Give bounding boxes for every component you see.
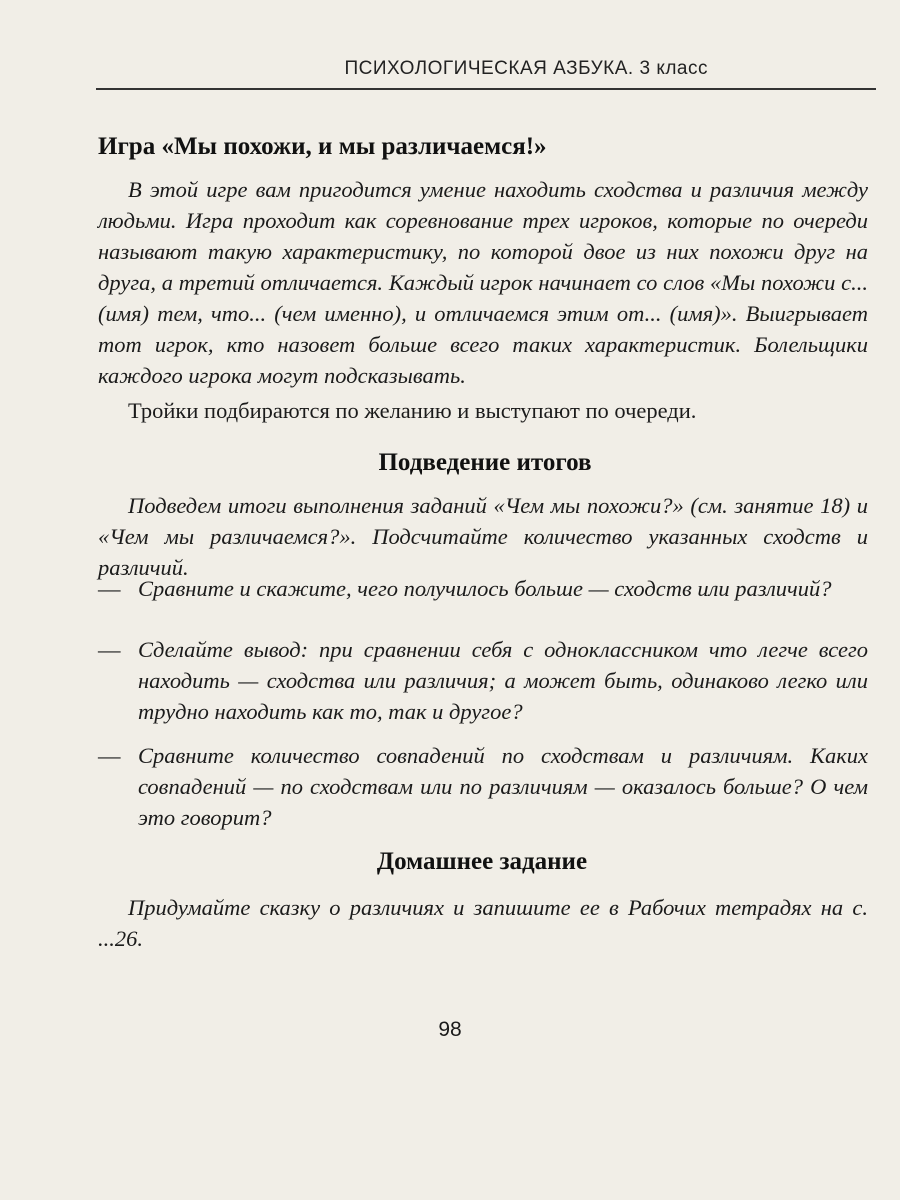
summary-title: Подведение итогов xyxy=(378,449,592,476)
header-rule xyxy=(96,88,876,90)
game-title: Игра «Мы похожи, и мы различаемся!» xyxy=(98,133,547,160)
question-text: Сравните количество совпадений по сходствам и различиям. Каких совпадений — по сходствам или по различиям — оказалось больше? О чем это говорит? xyxy=(138,743,868,830)
summary-question-1 xyxy=(98,573,868,604)
game-description: В этой игре вам пригодится умение находить сходства и различия между людьми. Игра проходит как соревнование трех игроков, которые по очереди называют такую характеристику, по которой двое из них похожи друг на друга, а третий отличается. Каждый игрок начинает со слов «Мы похожи с... (имя) тем, что... (чем именно), и отличаемся этим от... (имя)». Выигрывает тот игрок, кто назовет больше всего таких характеристик. Болельщики каждого игрока могут подсказывать. xyxy=(98,177,868,388)
homework-text: Придумайте сказку о различиях и запишите ее в Рабочих тетрадях на с. ...26. xyxy=(98,895,868,951)
dash-marker: — xyxy=(98,637,121,662)
header-title: ПСИХОЛОГИЧЕСКАЯ АЗБУКА. 3 класс xyxy=(344,58,708,79)
question-text: Сравните и скажите, чего получилось больше — сходств или различий? xyxy=(138,576,832,601)
running-header xyxy=(96,54,876,90)
homework-title: Домашнее задание xyxy=(376,848,588,875)
page-number: 98 xyxy=(438,1018,462,1041)
game-note: Тройки подбираются по желанию и выступают по очереди. xyxy=(128,398,697,423)
question-text: Сделайте вывод: при сравнении себя с одноклассником что легче всего находить — сходства или различия; а может быть, одинаково легко или трудно находить как то, так и другое? xyxy=(138,637,868,724)
summary-question-3 xyxy=(98,740,868,833)
summary-intro: Подведем итоги выполнения заданий «Чем мы похожи?» (см. занятие 18) и «Чем мы различаемся?». Подсчитайте количество указанных сходств и различий. xyxy=(98,493,868,580)
summary-question-2 xyxy=(98,634,868,727)
dash-marker: — xyxy=(98,576,121,601)
dash-marker: — xyxy=(98,743,121,768)
